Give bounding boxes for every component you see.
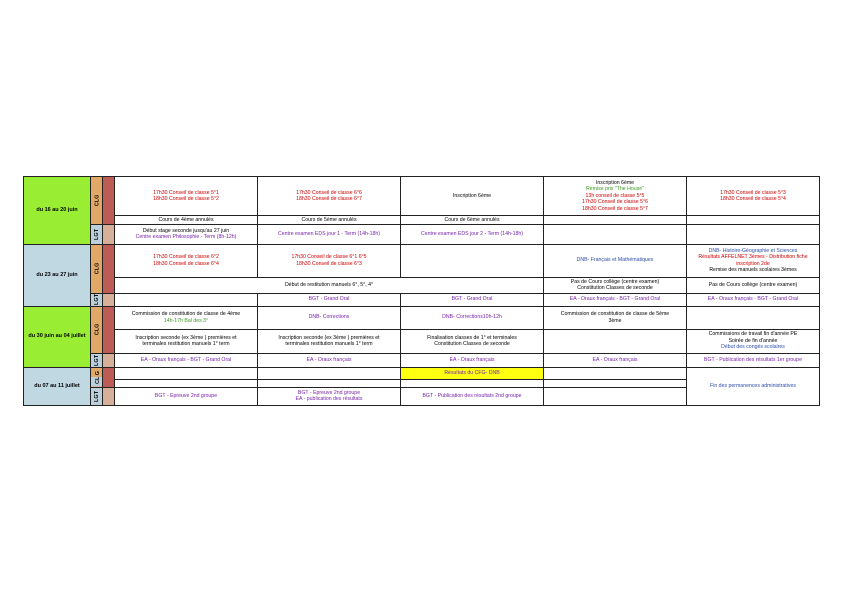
cell: Commission de constitution de classe de 5ème 3ème: [544, 306, 687, 329]
clg-tag: CLG: [91, 177, 103, 225]
lgt-tag: LGT: [91, 224, 103, 244]
week2-clg-row: [24, 244, 820, 277]
row-strip: [103, 224, 115, 244]
cell: [544, 329, 687, 353]
cell: [687, 216, 820, 225]
week3-clg-row: [24, 306, 820, 329]
cell: BGT - Publication des résultats 1er groupe: [687, 353, 820, 367]
highlight-cell: Résultats du CFG- DNB: [401, 367, 544, 379]
week-label: du 30 juin au 04 juillet: [24, 306, 91, 367]
cell: Cours de 6ème annulés: [401, 216, 544, 225]
lgt-tag: LGT: [91, 293, 103, 306]
cell: EA - Oraux français: [258, 353, 401, 367]
cell: [258, 367, 401, 379]
lgt-tag: LGT: [91, 353, 103, 367]
cell: [115, 367, 258, 379]
cell: EA - Oraux français - BGT - Grand Oral: [687, 293, 820, 306]
cell: BGT - Publication des résultats 2nd groupe: [401, 387, 544, 405]
cell: 17h30 Conseil de classe 6°6 18h30 Conseil de classe 6°7: [258, 177, 401, 216]
cell: BGT - Epreuve 2nd groupe: [115, 387, 258, 405]
cell: Inscription 6ème: [401, 177, 544, 216]
cell: Centre examen EDS jour 2 - Term (14h-18h): [401, 224, 544, 244]
cell: [115, 293, 258, 306]
cell: Inscription seconde (ex 3ème ) premières et terminales restitution manuels 1° term: [258, 329, 401, 353]
cell: EA - Oraux français: [544, 353, 687, 367]
cell: [401, 244, 544, 277]
cell: Pas de Cours collège (centre examen) Constitution Classes de seconde: [544, 277, 687, 293]
cell: Inscription 6ème Remise prix "The House" 13h conseil de classe 5°5 17h30 Conseil de classe 5°6 18h30 Conseil de classe 5°7: [544, 177, 687, 216]
cell: [544, 216, 687, 225]
cell: BGT - Epreuve 2nd groupe EA - publication des résultats: [258, 387, 401, 405]
row-strip: [103, 387, 115, 405]
week-label: du 07 au 11 juillet: [24, 367, 91, 405]
cell: Cours de 5ème annulés: [258, 216, 401, 225]
cell: EA - Oraux français - BGT - Grand Oral: [544, 293, 687, 306]
cell: [258, 379, 401, 387]
clg-tag: CL G: [91, 367, 103, 387]
cell: Finalisation classes de 1° et terminales Constitution Classes de seconde: [401, 329, 544, 353]
row-strip: [103, 367, 115, 387]
cell: Cours de 4ème annulés: [115, 216, 258, 225]
cell: 17h30 Conseil de classe 5°1 18h30 Conseil de classe 5°2: [115, 177, 258, 216]
row-strip: [103, 293, 115, 306]
cell: DNB- Français et Mathématiques: [544, 244, 687, 277]
cell: Pas de Cours collège (centre examen): [687, 277, 820, 293]
week-label: du 16 au 20 juin: [24, 177, 91, 245]
cell: Commission de constitution de classe de 4ème 14h-17h Bal des 3°: [115, 306, 258, 329]
cell: Inscription seconde (ex 3ème ) premières et terminales restitution manuels 1° term: [115, 329, 258, 353]
cell: DNB- Corrections: [258, 306, 401, 329]
cell: Commissions de travail fin d'année PE Soirée de fin d'année Début des congés scolaires: [687, 329, 820, 353]
row-strip: [103, 244, 115, 293]
lgt-tag: LGT: [91, 387, 103, 405]
cell: 17h30 Conseil de classe 5°3 18h30 Conseil de classe 5°4: [687, 177, 820, 216]
cell: [687, 306, 820, 329]
week2-clg-extra-row: [24, 277, 820, 293]
cell: 17h30 Conseil de classe 6°2 18h30 Conseil de classe 6°4: [115, 244, 258, 277]
week1-lgt-row: [24, 224, 820, 243]
week4-clg-row: [24, 367, 820, 379]
cell: Début stage seconde jusqu'au 27 juin Centre examen Philosophie - Term (8h-12h): [115, 224, 258, 244]
week2-lgt-row: [24, 293, 820, 306]
cell: DNB- Corrections10h-12h: [401, 306, 544, 329]
cell: Début de restitution manuels 6°, 5°, 4°: [115, 277, 544, 293]
clg-tag: CLG: [91, 306, 103, 353]
week3-clg-extra-row: [24, 329, 820, 353]
cell: [544, 379, 687, 387]
week3-lgt-row: [24, 353, 820, 367]
clg-tag: CLG: [91, 244, 103, 293]
cell: EA - Oraux français - BGT - Grand Oral: [115, 353, 258, 367]
cell: [401, 379, 544, 387]
cell: EA - Oraux français: [401, 353, 544, 367]
cell: 17h30 Conseil de classe 6°1 6°5 18h30 Conseil de classe 6°3: [258, 244, 401, 277]
week-label: du 23 au 27 juin: [24, 244, 91, 306]
schedule-table: [23, 176, 820, 406]
cell: [687, 224, 820, 244]
cell: BGT - Grand Oral: [258, 293, 401, 306]
cell: [544, 224, 687, 244]
cell: Centre examen EDS jour 1 - Term (14h-18h): [258, 224, 401, 244]
cell: BGT - Grand Oral: [401, 293, 544, 306]
week1-clg-extra-row: [24, 216, 820, 225]
row-strip: [103, 177, 115, 225]
week1-clg-row: [24, 177, 820, 216]
cell: Fin des permanences administratives: [687, 367, 820, 405]
row-strip: [103, 353, 115, 367]
cell: DNB- Histoire-Géographie et Sciences Résultats AFFELNET 3èmes - Distribution fiche inscription 2de Remise des manuels scolaires 3èmes: [687, 244, 820, 277]
cell: [544, 387, 687, 405]
row-strip: [103, 306, 115, 353]
cell: [115, 379, 258, 387]
cell: [544, 367, 687, 379]
